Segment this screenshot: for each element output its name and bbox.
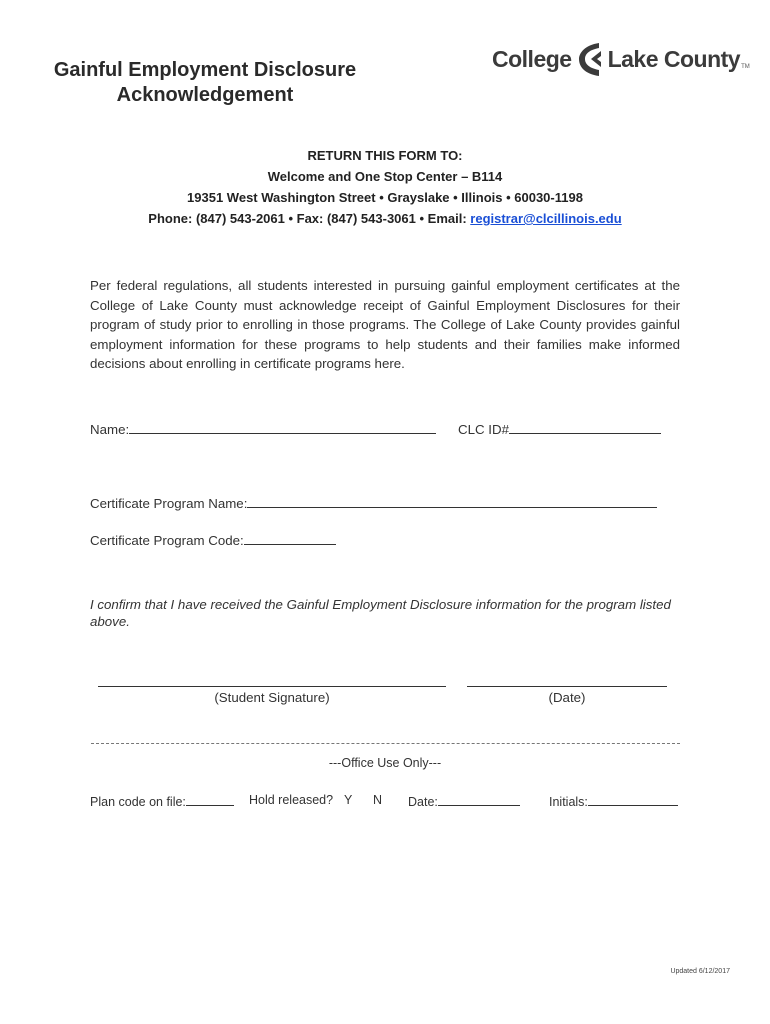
logo-text-lake-county: Lake County: [607, 45, 741, 72]
program-name-input-line[interactable]: [247, 495, 657, 508]
program-name-label: Certificate Program Name:: [90, 496, 248, 511]
name-label: Name:: [90, 422, 130, 437]
logo-trademark: TM: [741, 64, 750, 70]
program-name-field: [90, 495, 657, 511]
name-field: [90, 421, 436, 437]
office-date-field: [408, 793, 520, 809]
confirmation-statement: I confirm that I have received the Gainful Employment Disclosure information for the program listed above.: [90, 597, 671, 629]
updated-date: Updated 6/12/2017: [670, 968, 730, 975]
initials-input-line[interactable]: [588, 793, 678, 806]
name-input-line[interactable]: [129, 421, 436, 434]
hold-yes-option[interactable]: Y: [344, 793, 353, 807]
clc-id-input-line[interactable]: [509, 421, 661, 434]
initials-label: Initials:: [549, 795, 588, 809]
logo-emblem-icon: [575, 39, 605, 79]
office-date-input-line[interactable]: [438, 793, 520, 806]
office-divider: [91, 743, 680, 744]
logo-text-college: College: [492, 45, 572, 72]
plan-code-field: [90, 793, 234, 809]
date-signature-line[interactable]: [467, 686, 667, 687]
clc-id-label: CLC ID#: [458, 422, 509, 437]
student-signature-caption: (Student Signature): [214, 690, 330, 705]
clc-id-field: [458, 421, 661, 437]
student-signature-line[interactable]: [98, 686, 446, 687]
contact-phone-fax: Phone: (847) 543-2061 • Fax: (847) 543-3061 • Email:: [148, 211, 471, 226]
return-heading: RETURN THIS FORM TO:: [307, 148, 463, 163]
plan-code-input-line[interactable]: [186, 793, 234, 806]
return-address: 19351 West Washington Street • Grayslake • Illinois • 60030-1198: [187, 190, 583, 205]
hold-released-label: Hold released?: [249, 793, 334, 807]
form-title-line1: Gainful Employment Disclosure: [53, 59, 357, 81]
plan-code-label: Plan code on file:: [90, 795, 186, 809]
return-contact: [0, 208, 770, 229]
form-title: [40, 58, 370, 108]
initials-field: [549, 793, 678, 809]
office-use-heading: ---Office Use Only---: [328, 756, 442, 770]
return-info: [0, 145, 770, 229]
date-signature-caption: (Date): [548, 690, 586, 705]
program-code-field: [90, 532, 336, 548]
intro-paragraph: Per federal regulations, all students interested in pursuing gainful employment certificates at the College of Lake County must acknowledge receipt of Gainful Employment Disclosures for their program of study prior to enrolling in those programs. The College of Lake County provides gainful employment information for these programs to help students and their families make informed decisions about enrolling in certificate programs here.: [90, 278, 680, 371]
email-link[interactable]: registrar@clcillinois.edu: [470, 211, 622, 226]
return-office: Welcome and One Stop Center – B114: [267, 169, 503, 184]
form-title-line2: Acknowledgement: [116, 84, 294, 106]
office-date-label: Date:: [408, 795, 438, 809]
program-code-label: Certificate Program Code:: [90, 533, 244, 548]
college-logo: [492, 34, 750, 84]
hold-no-option[interactable]: N: [373, 793, 383, 807]
program-code-input-line[interactable]: [244, 532, 336, 545]
